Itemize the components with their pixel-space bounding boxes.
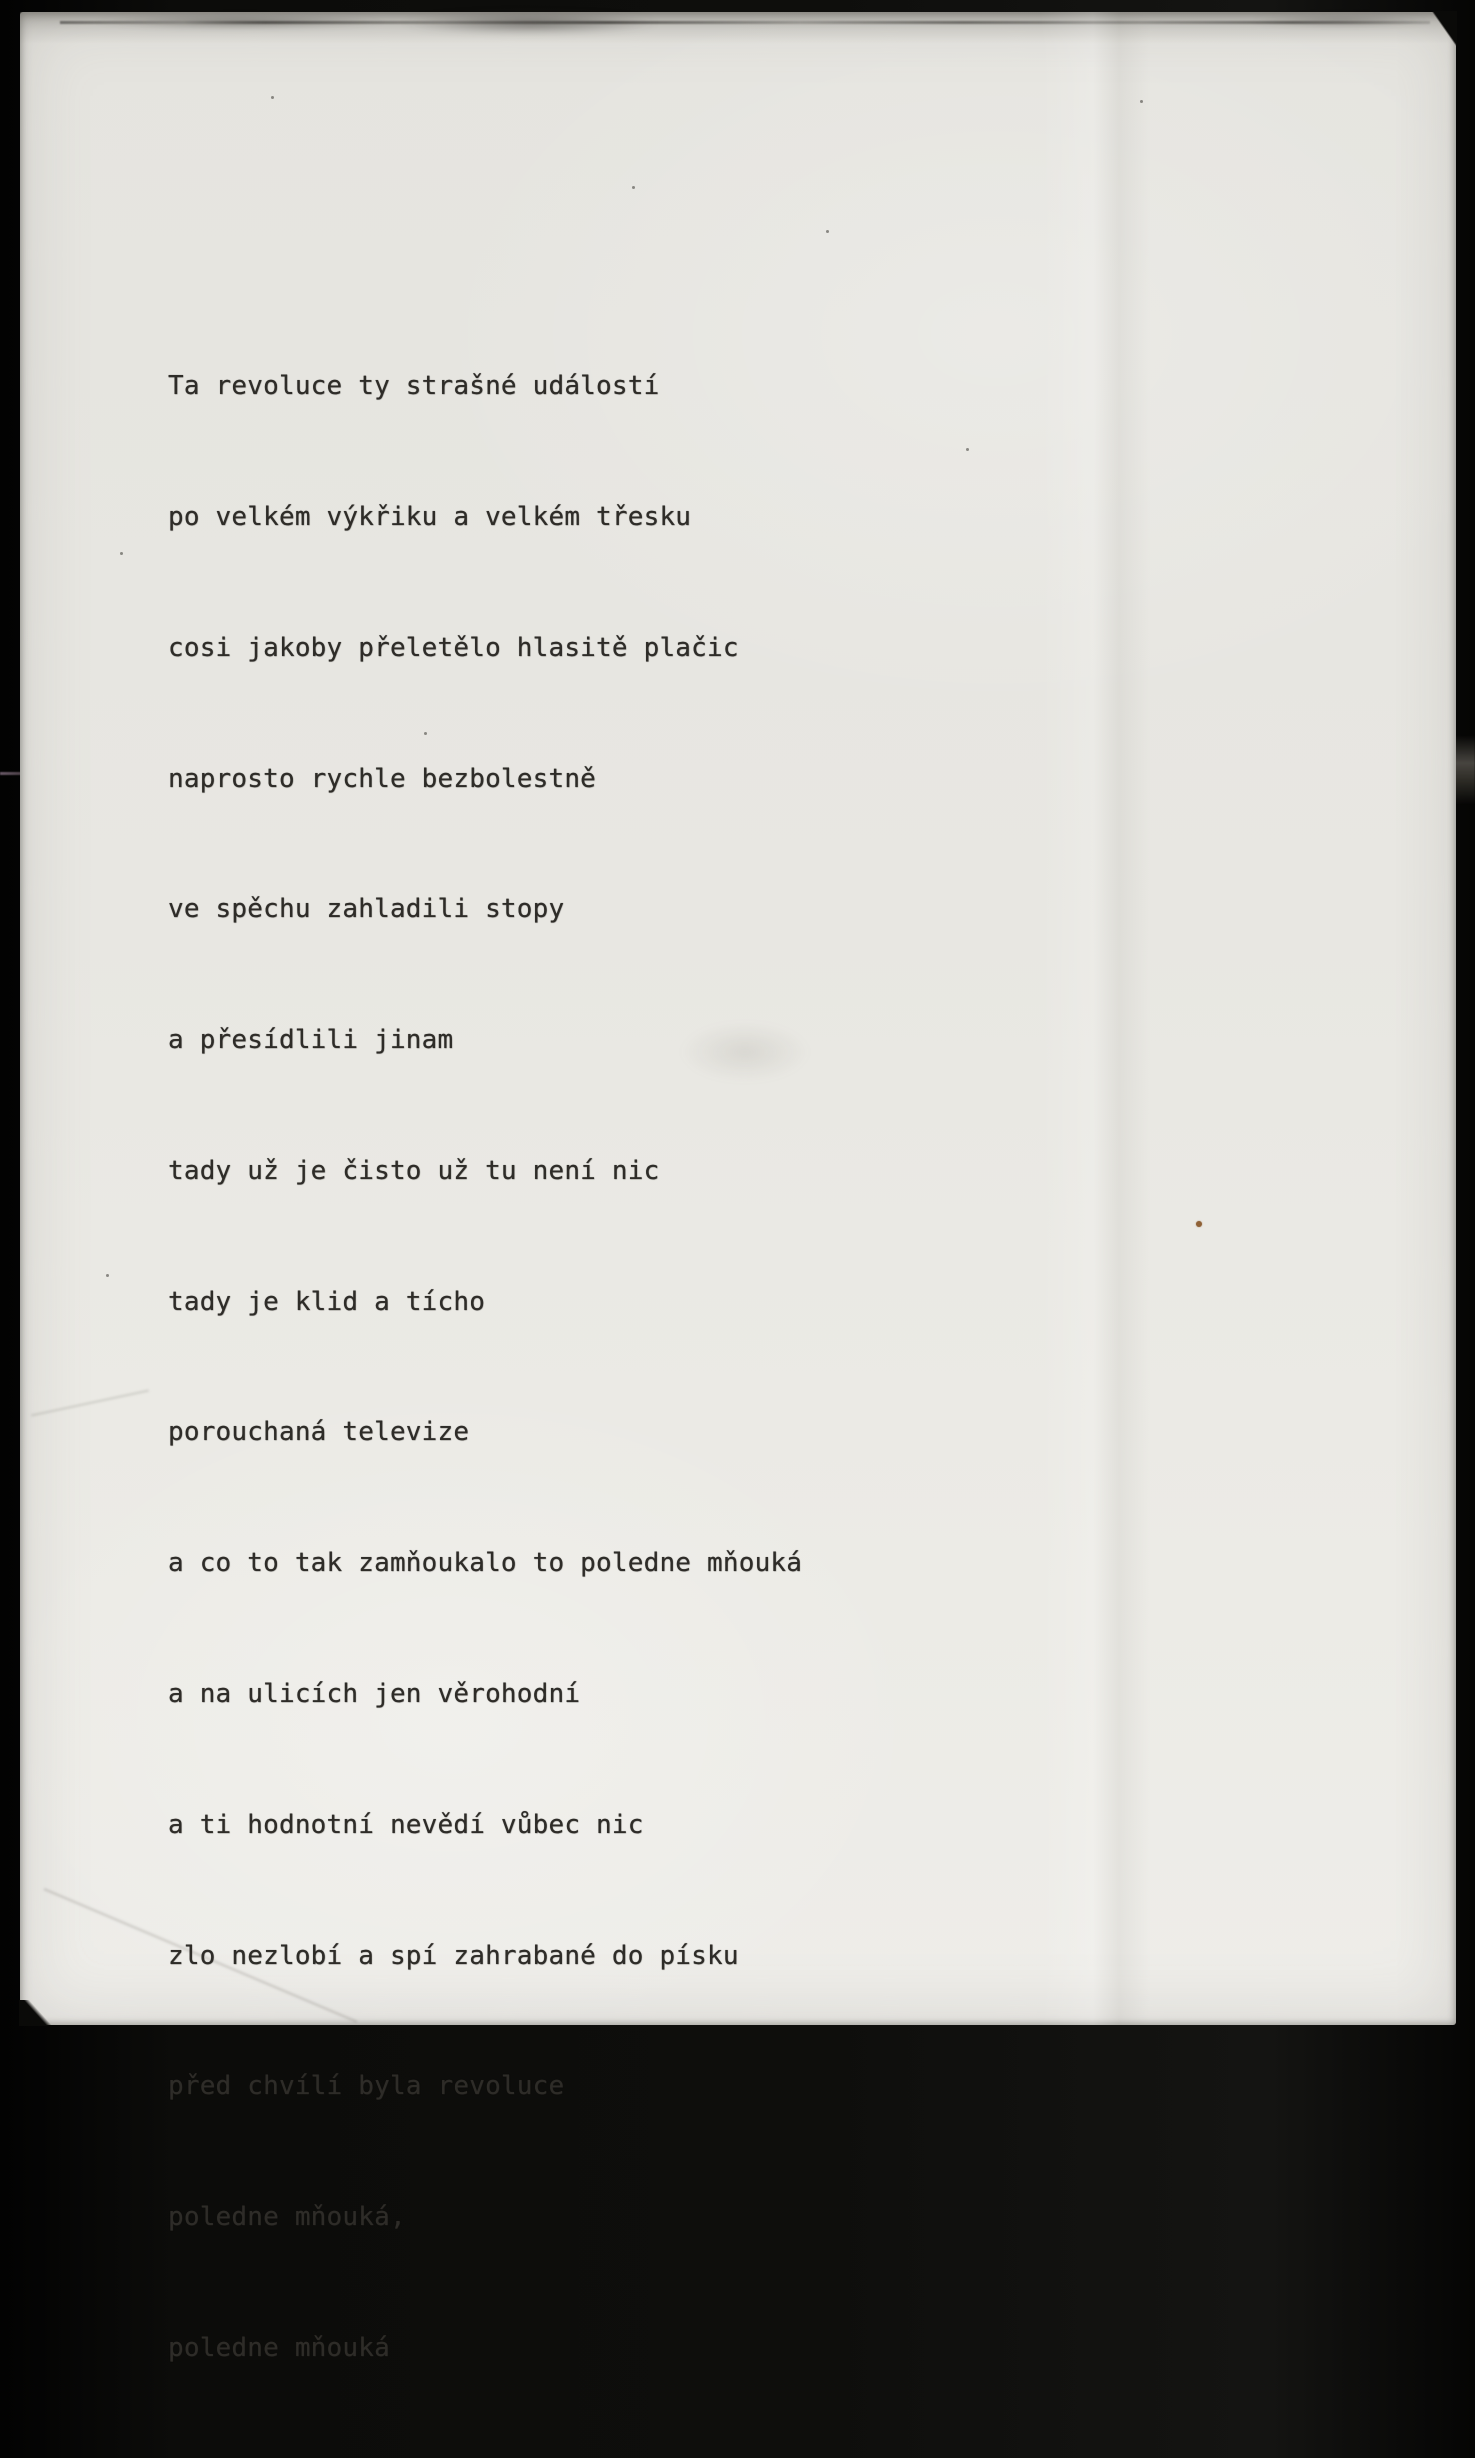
poem-text-block (168, 278, 802, 2458)
poem-line-11: a na ulicích jen věrohodní (168, 1679, 581, 1709)
dust-speck (106, 1274, 109, 1277)
paper-corner-cut (19, 2000, 89, 2026)
paper-sheet (20, 12, 1456, 2363)
poem-line-2: po velkém výkřiku a velkém třesku (168, 501, 692, 532)
dust-speck (120, 552, 123, 555)
poem-line-6: a přesídlili jinam (168, 1025, 454, 1056)
poem-line-4: naprosto rychle bezbolestně (168, 763, 597, 794)
poem-line-14: před chvílí byla revoluce (168, 2071, 565, 2102)
poem-line-8: tady je klid a tícho (168, 1286, 486, 1317)
paper-crease (1040, 12, 1150, 2025)
poem-line-9: porouchaná televize (168, 1417, 470, 1448)
dust-speck (424, 732, 427, 735)
toner-blotch (95, 14, 385, 29)
dust-speck (1140, 100, 1143, 103)
dust-speck (271, 96, 274, 99)
poem-line-3: cosi jakoby přeletělo hlasitě plačic (168, 632, 739, 663)
paper-corner-cut (1431, 11, 1457, 51)
poem-line-1: Ta revoluce ty strašné událostí (168, 371, 660, 402)
poem-line-5: ve spěchu zahladili stopy (168, 894, 565, 925)
dust-speck (966, 448, 969, 451)
toner-blotch (1250, 14, 1430, 27)
poem-line-13: zlo nezlobí a spí zahrabané do písku (168, 1940, 739, 1971)
poem-line-12: a ti hodnotní nevědí vůbec nic (168, 1809, 644, 1840)
dust-speck (826, 230, 829, 233)
poem-line-7: tady už je čisto už tu není nic (168, 1155, 660, 1186)
toner-blotch (400, 12, 660, 34)
paper-wrinkle (31, 1390, 149, 1417)
dust-speck (632, 186, 635, 189)
poem-line-10: a co to tak zamňoukalo to poledne mňouká (168, 1548, 803, 1579)
poem-line-15: poledne mňouká, (168, 2202, 406, 2233)
poem-line-16: poledne mňouká (168, 2332, 390, 2363)
brown-ink-speck (1196, 1221, 1202, 1227)
